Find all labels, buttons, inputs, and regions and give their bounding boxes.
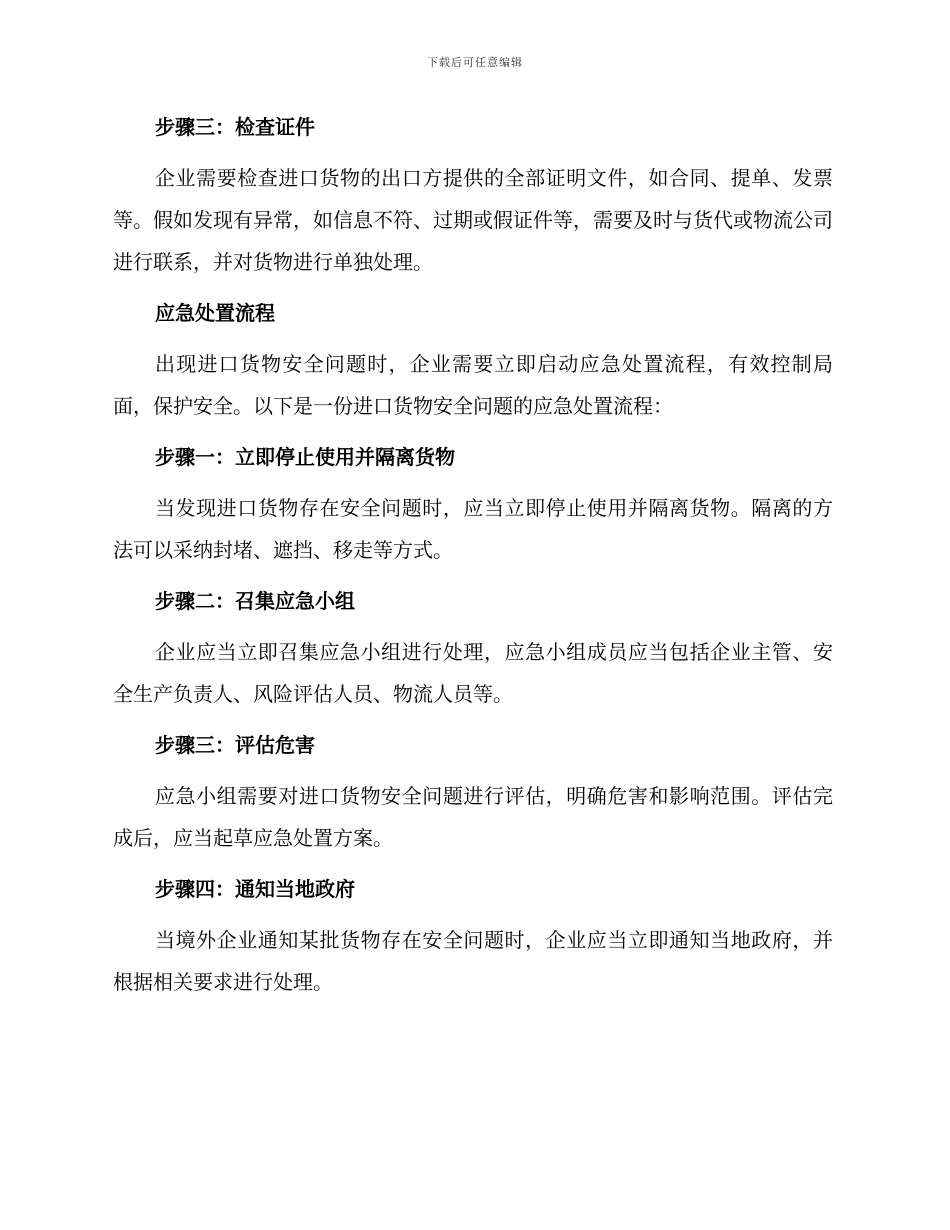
- section-body-emergency-process: 出现进口货物安全问题时，企业需要立即启动应急处置流程，有效控制局面，保护安全。以下是一份进口货物安全问题的应急处置流程：: [113, 352, 833, 418]
- section-body-assess-hazard: 应急小组需要对进口货物安全问题进行评估，明确危害和影响范围。评估完成后，应当起草应急处置方案。: [113, 784, 833, 850]
- section-heading-notify-government: 步骤四：通知当地政府: [155, 877, 355, 901]
- section-body-convene-team: 企业应当立即召集应急小组进行处理，应急小组成员应当包括企业主管、安全生产负责人、风险评估人员、物流人员等。: [113, 640, 833, 706]
- section-body-stop-and-isolate: 当发现进口货物存在安全问题时，应当立即停止使用并隔离货物。隔离的方法可以采纳封堵、遮挡、移走等方式。: [113, 496, 833, 562]
- section-heading-stop-and-isolate: 步骤一：立即停止使用并隔离货物: [155, 445, 455, 469]
- section-heading-convene-team: 步骤二：召集应急小组: [155, 589, 355, 613]
- section-heading-check-documents: 步骤三：检查证件: [155, 115, 315, 139]
- section-body-notify-government: 当境外企业通知某批货物存在安全问题时，企业应当立即通知当地政府，并根据相关要求进行处理。: [113, 928, 833, 994]
- section-heading-assess-hazard: 步骤三：评估危害: [155, 733, 315, 757]
- section-body-check-documents: 企业需要检查进口货物的出口方提供的全部证明文件，如合同、提单、发票等。假如发现有异常，如信息不符、过期或假证件等，需要及时与货代或物流公司进行联系，并对货物进行单独处理。: [113, 166, 833, 274]
- document-body: [113, 106, 833, 1012]
- section-heading-emergency-process: 应急处置流程: [155, 301, 275, 325]
- page-header: 下载后可任意编辑: [427, 56, 523, 69]
